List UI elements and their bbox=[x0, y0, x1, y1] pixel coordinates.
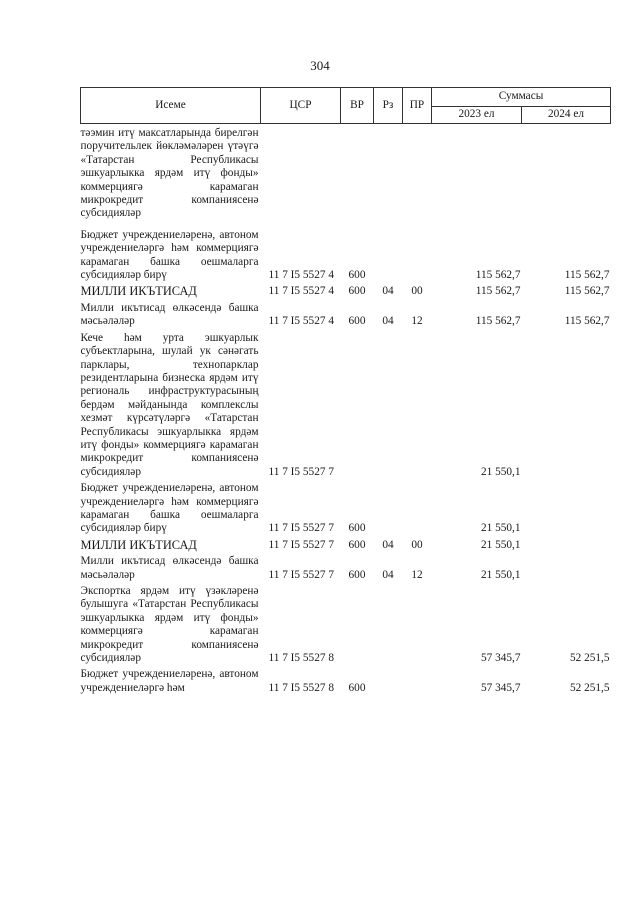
row-rz bbox=[374, 479, 403, 536]
page-number: 304 bbox=[310, 58, 330, 73]
row-sum-2024 bbox=[522, 124, 611, 221]
row-csr: 11 7 I5 5527 7 bbox=[268, 465, 334, 478]
row-pr: 12 bbox=[411, 315, 423, 328]
row-sum-2023: 115 562,7 bbox=[475, 285, 521, 298]
row-name: тәэмин итү максатларында бирелгән поручительлек йөкләмәләрен үтәүгә «Татарстан Республикасы эшкуарлыкка ярдәм итү фонды» коммерциягә карамаган микрокредит компаниясенә субсидияләр bbox=[80, 127, 259, 220]
row-sum-2024: 52 251,5 bbox=[569, 652, 610, 665]
row-sum-2023: 57 345,7 bbox=[480, 652, 521, 665]
row-rz bbox=[374, 124, 403, 221]
row-sum-2023: 21 550,1 bbox=[480, 568, 521, 581]
header-sums: Суммасы bbox=[432, 88, 611, 107]
row-vr: 600 bbox=[348, 568, 366, 581]
row-name: Экспортка ярдәм итү үзәкләренә булышуга «Татарстан Республикасы эшкуарлыкка ярдәм итү фонды» коммерциягә карамаган микрокредит компаниясенә субсидияләр bbox=[80, 585, 259, 665]
row-sum-2024: 52 251,5 bbox=[569, 681, 610, 694]
budget-table bbox=[80, 87, 611, 695]
row-name: Милли икътисад өлкәсендә башка мәсьәләләр bbox=[80, 301, 259, 328]
row-vr: 600 bbox=[348, 285, 366, 298]
table-row bbox=[81, 665, 611, 695]
row-sum-2024: 115 562,7 bbox=[564, 315, 610, 328]
row-sum-2023: 115 562,7 bbox=[475, 269, 521, 282]
row-sum-2024: 115 562,7 bbox=[564, 285, 610, 298]
row-name: Бюджет учреждениеләренә, автоном учреждениеләргә һәм коммерциягә карамаган башка оешмаларга субсидияләр бирү bbox=[80, 228, 259, 282]
row-pr bbox=[403, 665, 432, 695]
row-csr: 11 7 I5 5527 8 bbox=[268, 681, 334, 694]
header-year-2024: 2024 ел bbox=[522, 107, 611, 124]
row-vr: 600 bbox=[348, 681, 366, 694]
row-vr bbox=[341, 124, 374, 221]
table-row bbox=[81, 282, 611, 298]
row-sum-2023: 21 550,1 bbox=[480, 538, 521, 551]
row-pr: 12 bbox=[411, 568, 423, 581]
row-csr: 11 7 I5 5527 4 bbox=[268, 285, 334, 298]
row-csr: 11 7 I5 5527 7 bbox=[268, 568, 334, 581]
row-pr bbox=[403, 221, 432, 283]
row-vr: 600 bbox=[348, 538, 366, 551]
row-name: Бюджет учреждениеләренә, автоном учреждениеләргә һәм коммерциягә карамаган башка оешмаларга субсидияләр бирү bbox=[80, 482, 259, 535]
row-csr: 11 7 I5 5527 7 bbox=[268, 522, 334, 535]
table-header bbox=[81, 88, 611, 124]
row-sum-2024 bbox=[522, 552, 611, 582]
row-name: Милли икътисад өлкәсендә башка мәсьәләләр bbox=[80, 555, 259, 581]
row-pr bbox=[403, 479, 432, 536]
header-csr: ЦСР bbox=[261, 88, 341, 124]
row-rz bbox=[374, 329, 403, 479]
table-row bbox=[81, 552, 611, 582]
table-row bbox=[81, 124, 611, 221]
row-sum-2023: 57 345,7 bbox=[480, 681, 521, 694]
row-rz bbox=[374, 582, 403, 665]
header-name: Исеме bbox=[81, 88, 261, 124]
header-rz: Рз bbox=[374, 88, 403, 124]
row-pr bbox=[403, 329, 432, 479]
header-pr: ПР bbox=[403, 88, 432, 124]
row-sum-2024 bbox=[522, 536, 611, 552]
row-pr: 00 bbox=[411, 285, 423, 298]
row-name: Кече һәм урта эшкуарлык субъектларына, шулай ук сәнәгать парклары, технопарклар резидентларына бизнеска ярдәм итү региональ инфраструктурасының бердәм мәйданында комплекслы хезмәт күрсәтүләргә «Татарстан Республикасы эшкуарлыкка ярдәм итү фонды» коммерциягә карамаган микрокредит компаниясенә субсидияләр bbox=[80, 331, 259, 478]
table-row bbox=[81, 299, 611, 329]
row-sum-2023: 115 562,7 bbox=[475, 315, 521, 328]
row-sum-2023 bbox=[432, 124, 522, 221]
header-year-2023: 2023 ел bbox=[432, 107, 522, 124]
row-pr bbox=[403, 124, 432, 221]
row-sum-2024 bbox=[522, 329, 611, 479]
row-rz: 04 bbox=[382, 568, 394, 581]
row-vr bbox=[341, 329, 374, 479]
row-vr bbox=[341, 582, 374, 665]
row-name: Бюджет учреждениеләренә, автоном учреждениеләргә һәм bbox=[80, 668, 259, 694]
table-body bbox=[81, 124, 611, 696]
row-vr: 600 bbox=[348, 522, 366, 535]
table-row bbox=[81, 479, 611, 536]
row-sum-2023: 21 550,1 bbox=[480, 522, 521, 535]
row-csr bbox=[261, 124, 341, 221]
row-vr: 600 bbox=[348, 315, 366, 328]
table-row bbox=[81, 536, 611, 552]
table-row bbox=[81, 329, 611, 479]
table-row bbox=[81, 582, 611, 665]
row-pr bbox=[403, 582, 432, 665]
row-rz: 04 bbox=[382, 538, 394, 551]
header-vr: ВР bbox=[341, 88, 374, 124]
row-csr: 11 7 I5 5527 4 bbox=[268, 269, 334, 282]
row-sum-2023: 21 550,1 bbox=[480, 465, 521, 478]
row-name: МИЛЛИ ИКЪТИСАД bbox=[80, 537, 197, 552]
row-csr: 11 7 I5 5527 4 bbox=[268, 315, 334, 328]
row-rz: 04 bbox=[382, 315, 394, 328]
row-vr: 600 bbox=[348, 269, 366, 282]
row-pr: 00 bbox=[411, 538, 423, 551]
row-csr: 11 7 I5 5527 7 bbox=[268, 538, 334, 551]
row-name: МИЛЛИ ИКЪТИСАД bbox=[80, 284, 197, 299]
row-sum-2024: 115 562,7 bbox=[564, 269, 610, 282]
row-rz: 04 bbox=[382, 285, 394, 298]
row-sum-2024 bbox=[522, 479, 611, 536]
row-csr: 11 7 I5 5527 8 bbox=[268, 652, 334, 665]
row-rz bbox=[374, 221, 403, 283]
row-rz bbox=[374, 665, 403, 695]
table-row bbox=[81, 221, 611, 283]
